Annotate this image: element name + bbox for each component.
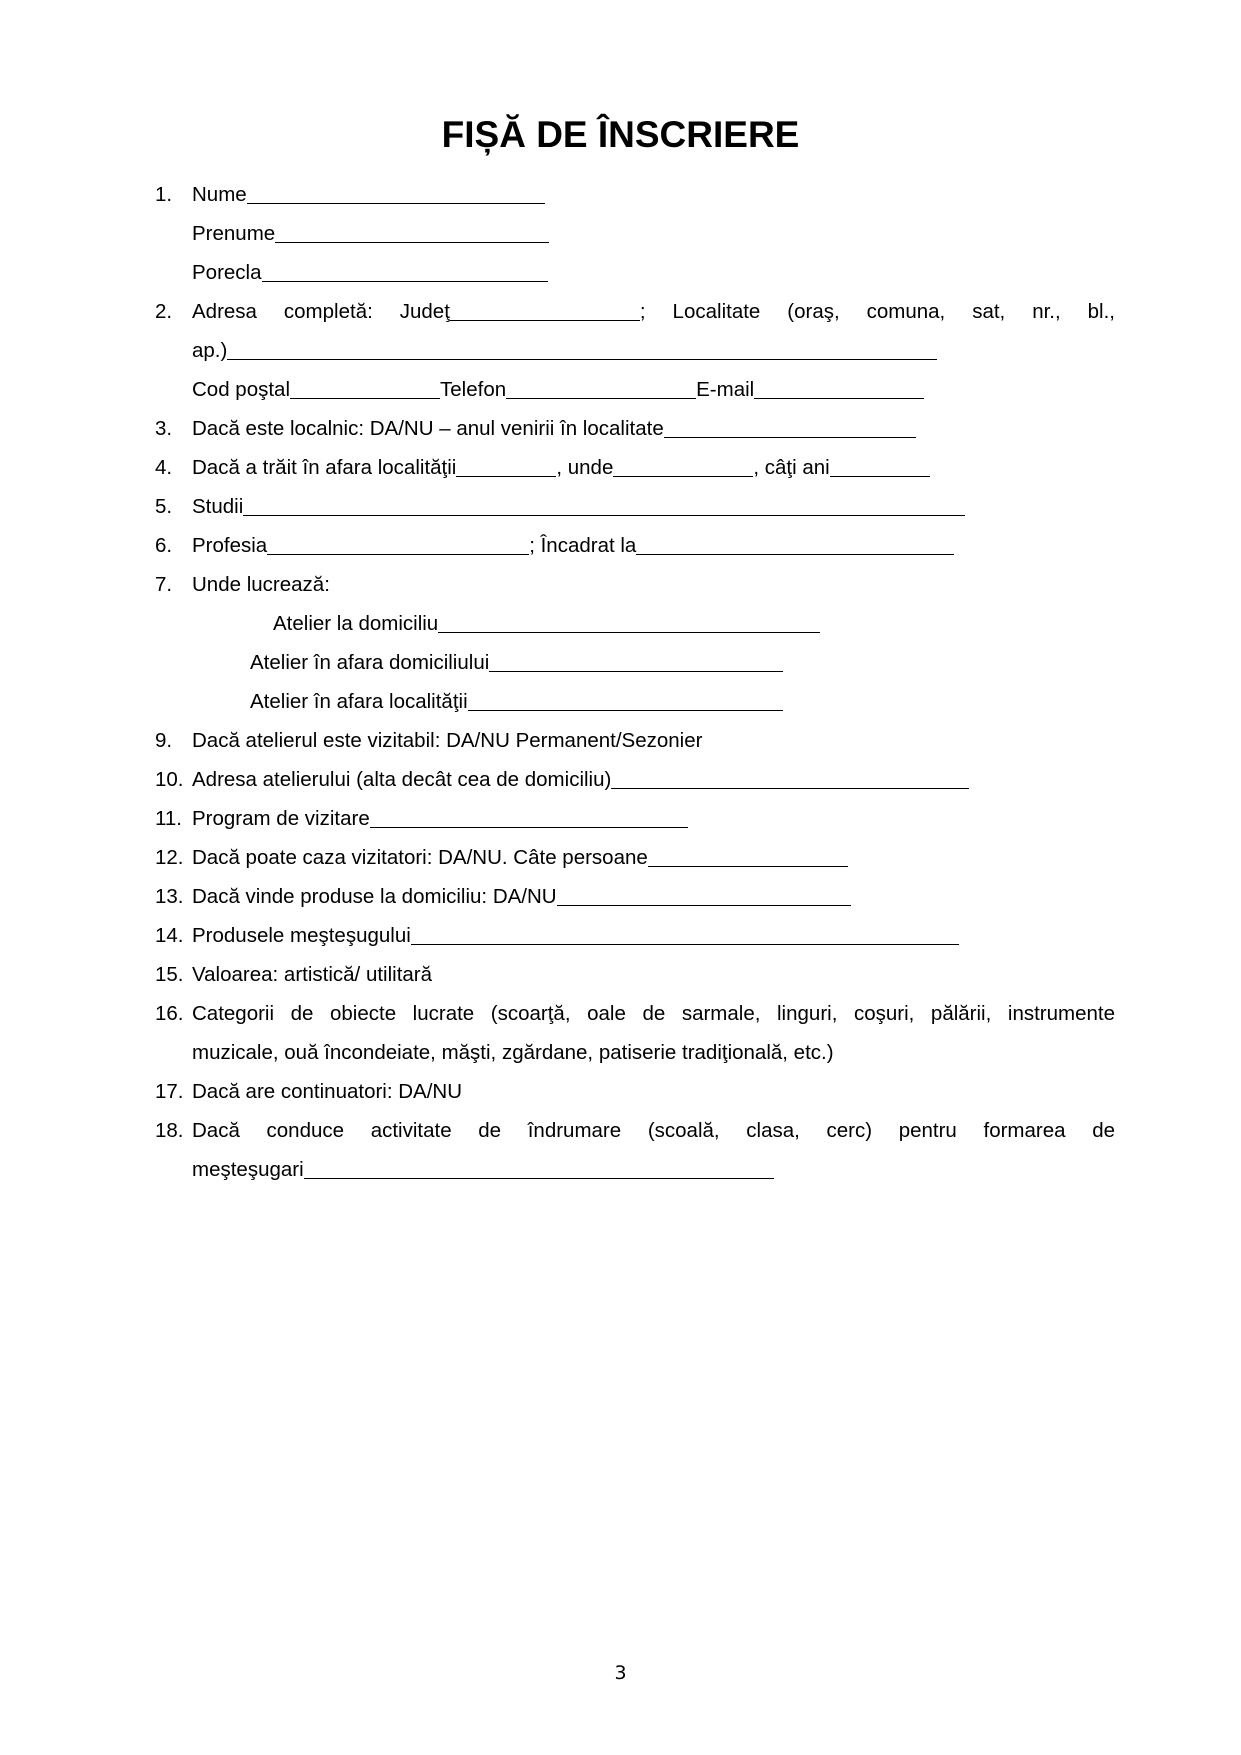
field-label: Produsele meşteşugului [192, 924, 411, 947]
item-6 [155, 531, 1115, 561]
item-2-adresa [155, 297, 1115, 327]
item-number: 12. [155, 846, 184, 869]
item-number: 7. [155, 573, 173, 596]
atelier-afara-localitate-field[interactable] [468, 690, 783, 711]
item-number: 14. [155, 924, 184, 947]
email-field[interactable] [754, 378, 924, 399]
field-label: , unde [556, 456, 614, 479]
field-label: E-mail [696, 378, 755, 401]
field-label: Profesia [192, 534, 268, 557]
atelier-domiciliu-field[interactable] [438, 612, 820, 633]
adresa-atelier-field[interactable] [611, 768, 969, 789]
item-number: 16. [155, 1002, 184, 1025]
item-number: 1. [155, 183, 173, 206]
field-label: Atelier în afara localităţii [250, 690, 468, 713]
field-label: Program de vizitare [192, 807, 370, 830]
item-number: 5. [155, 495, 173, 518]
item-7-sub3 [155, 687, 1115, 717]
atelier-afara-domiciliu-field[interactable] [489, 651, 783, 672]
item-1-prenume [155, 219, 1115, 249]
vinde-produse-field[interactable] [557, 885, 851, 906]
item-14 [155, 921, 1115, 951]
field-label: Dacă poate caza vizitatori: DA/NU. Câte persoane [192, 846, 648, 869]
item-number: 6. [155, 534, 173, 557]
field-label: Studii [192, 495, 244, 518]
item-number: 15. [155, 963, 184, 986]
program-vizitare-field[interactable] [370, 807, 688, 828]
item-7-sub1 [155, 609, 1115, 639]
field-label: Atelier la domiciliu [273, 612, 439, 635]
field-label: Nume [192, 183, 247, 206]
field-label: Dacă are continuatori: DA/NU [192, 1080, 463, 1103]
telefon-field[interactable] [506, 378, 696, 399]
item-number: 13. [155, 885, 184, 908]
item-3 [155, 414, 1115, 444]
cati-ani-field[interactable] [830, 456, 930, 477]
anul-venirii-field[interactable] [664, 417, 916, 438]
item-4 [155, 453, 1115, 483]
item-1-porecla [155, 258, 1115, 288]
profesia-field[interactable] [267, 534, 529, 555]
item-number: 2. [155, 300, 173, 323]
trait-afara-field[interactable] [456, 456, 556, 477]
field-label: ; Localitate (oraş, comuna, sat, nr., bl., [639, 300, 1116, 323]
field-label: muzicale, ouă încondeiate, măşti, zgărdane, patiserie tradiţională, etc.) [192, 1041, 834, 1064]
item-7-sub2 [155, 648, 1115, 678]
item-number: 10. [155, 768, 184, 791]
field-label: Porecla [192, 261, 262, 284]
item-number: 17. [155, 1080, 184, 1103]
cate-persoane-field[interactable] [648, 846, 848, 867]
field-label: meşteşugari [192, 1158, 304, 1181]
item-5 [155, 492, 1115, 522]
item-13 [155, 882, 1115, 912]
item-15 [155, 960, 1115, 990]
field-label: Atelier în afara domiciliului [250, 651, 490, 674]
item-number: 3. [155, 417, 173, 440]
field-label: Cod poştal [192, 378, 291, 401]
item-2-ap [155, 336, 1115, 366]
field-label: Unde lucrează: [192, 573, 330, 596]
judet-field[interactable] [450, 300, 640, 321]
studii-field[interactable] [243, 495, 965, 516]
item-11 [155, 804, 1115, 834]
incadrat-field[interactable] [636, 534, 954, 555]
porecla-field[interactable] [262, 261, 548, 282]
field-label: Valoarea: artistică/ utilitară [192, 963, 433, 986]
field-label: Dacă atelierul este vizitabil: DA/NU Permanent/Sezonier [192, 729, 703, 752]
item-18-cont [155, 1155, 1115, 1185]
item-18 [155, 1116, 1115, 1146]
unde-field[interactable] [613, 456, 753, 477]
field-label: Adresa completă: Judeţ [192, 300, 450, 323]
item-2-contact [155, 375, 1115, 405]
page-title: FIȘĂ DE ÎNSCRIERE [441, 114, 800, 155]
adresa-field[interactable] [227, 339, 937, 360]
field-label: Telefon [440, 378, 507, 401]
produse-field[interactable] [411, 924, 959, 945]
item-7 [155, 570, 1115, 600]
item-16 [155, 999, 1115, 1029]
item-10 [155, 765, 1115, 795]
field-label: Dacă a trăit în afara localităţii [192, 456, 457, 479]
item-1-nume [155, 180, 1115, 210]
field-label: Adresa atelierului (alta decât cea de domiciliu) [192, 768, 612, 791]
field-label: Dacă este localnic: DA/NU – anul venirii în localitate [192, 417, 664, 440]
item-number: 9. [155, 729, 173, 752]
item-12 [155, 843, 1115, 873]
item-number: 18. [155, 1119, 184, 1142]
field-label: Prenume [192, 222, 276, 245]
field-label: ; Încadrat la [529, 534, 637, 557]
mestesugari-field[interactable] [304, 1158, 774, 1179]
field-label: ap.) [192, 339, 228, 362]
prenume-field[interactable] [275, 222, 549, 243]
item-9 [155, 726, 1115, 756]
item-number: 4. [155, 456, 173, 479]
page-number: 3 [614, 1662, 627, 1684]
field-label: Dacă vinde produse la domiciliu: DA/NU [192, 885, 557, 908]
cod-postal-field[interactable] [290, 378, 440, 399]
field-label: Dacă conduce activitate de îndrumare (scoală, clasa, cerc) pentru formarea de [192, 1119, 1115, 1142]
item-number: 11. [155, 807, 182, 830]
item-16-cont [155, 1038, 1115, 1068]
item-17 [155, 1077, 1115, 1107]
field-label: Categorii de obiecte lucrate (scoarţă, oale de sarmale, linguri, coşuri, pălării, instrumente [192, 1002, 1115, 1025]
nume-field[interactable] [247, 183, 545, 204]
field-label: , câţi ani [753, 456, 830, 479]
